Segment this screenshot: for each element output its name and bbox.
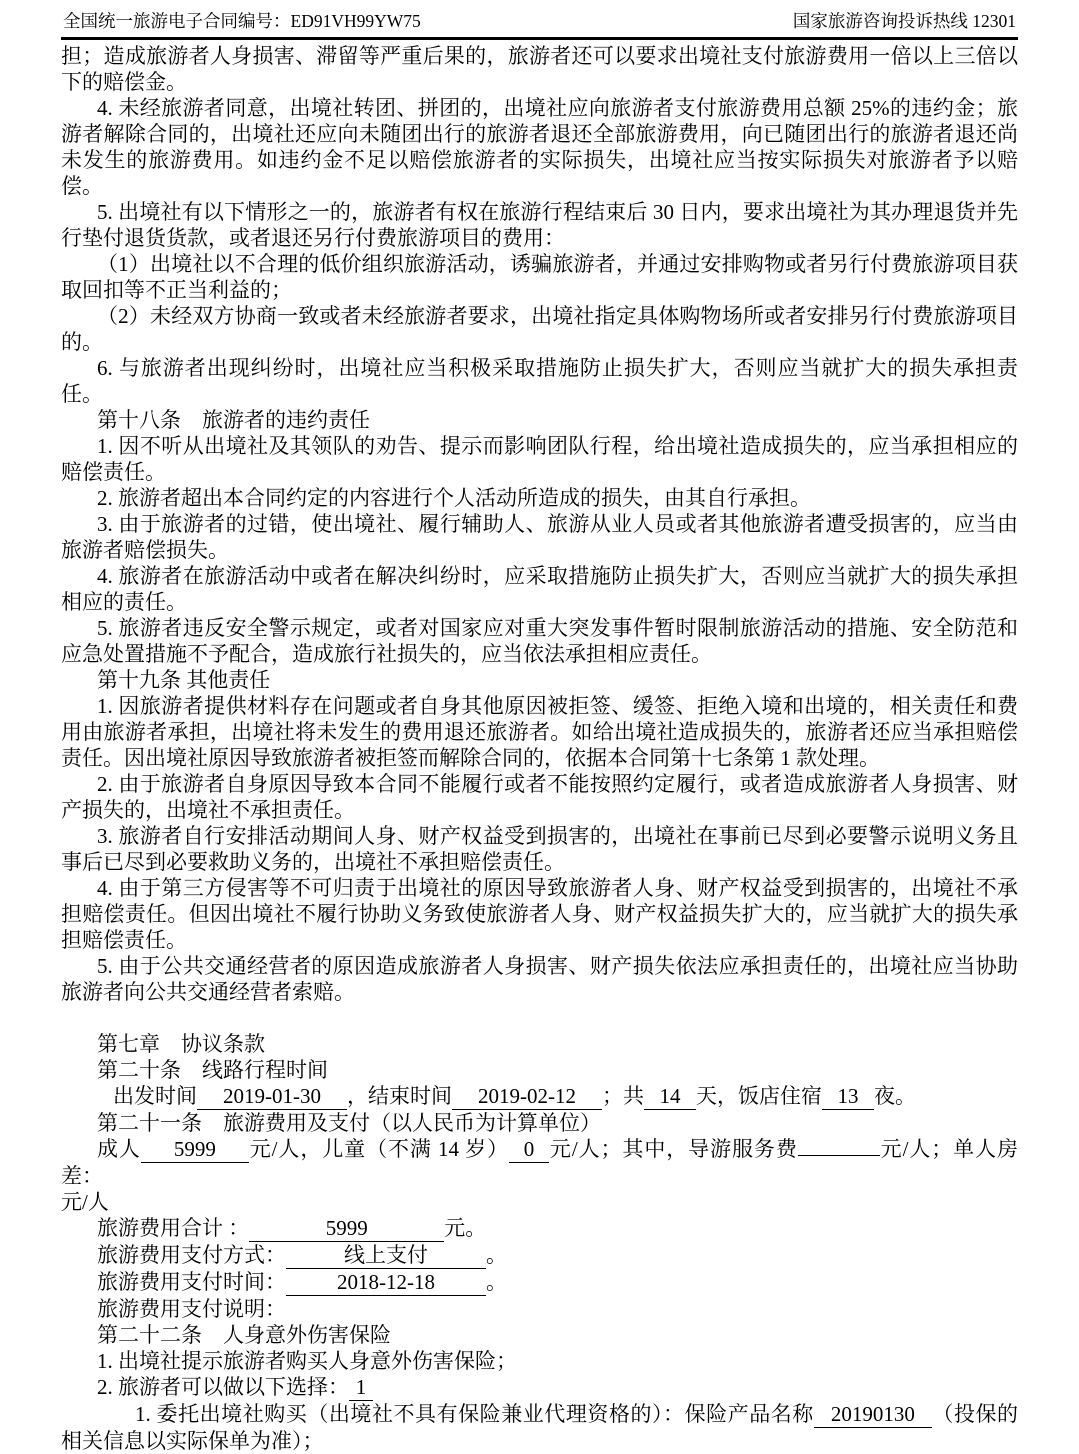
text-run: （1）出境社以不合理的低价组织旅游活动，诱骗旅游者，并通过安排购物或者另行付费旅游项目获取回扣等不正当利益的； — [61, 252, 1018, 302]
document-body — [61, 43, 1018, 1454]
page-header — [61, 8, 1018, 37]
text-run: 2. 旅游者超出本合同约定的内容进行个人活动所造成的损失，由其自行承担。 — [97, 486, 811, 510]
text-run: 2. 由于旅游者自身原因导致本合同不能履行或者不能按照约定履行，或者造成旅游者人身损害、财产损失的，出境社不承担责任。 — [61, 772, 1018, 822]
text-run: 5. 由于公共交通经营者的原因造成旅游者人身损害、财产损失依法应承担责任的，出境社应当协助旅游者向公共交通经营者索赔。 — [61, 954, 1018, 1004]
form-line — [61, 1215, 1018, 1242]
text-run: 5. 出境社有以下情形之一的，旅游者有权在旅游行程结束后 30 日内，要求出境社为其办理退货并先行垫付退货货款，或者退还另行付费旅游项目的费用： — [61, 200, 1018, 250]
underlined-value: 1 — [349, 1374, 373, 1401]
text-run: （投保的相关信息以实际保单为准）； — [61, 1402, 1019, 1453]
underlined-value: 13 — [822, 1083, 874, 1110]
text-run: 旅游费用支付方式： — [97, 1243, 286, 1267]
text-run: 1. 出境社提示旅游者购买人身意外伤害保险； — [97, 1349, 517, 1373]
paragraph — [61, 433, 1018, 485]
underlined-value: 5999 — [141, 1136, 249, 1163]
paragraph — [61, 693, 1018, 771]
form-line — [61, 1242, 1018, 1269]
text-run: 元。 — [444, 1216, 487, 1240]
paragraph — [61, 823, 1018, 875]
text-run: 第七章 协议条款 — [97, 1032, 265, 1056]
text-run: 第十八条 旅游者的违约责任 — [97, 408, 370, 432]
text-run: 第十九条 其他责任 — [97, 668, 271, 692]
underlined-value: 0 — [509, 1136, 549, 1163]
text-run: 。 — [486, 1270, 507, 1294]
underlined-value: 线上支付 — [286, 1242, 486, 1269]
paragraph — [61, 95, 1018, 199]
paragraph — [61, 1348, 1018, 1374]
section-heading — [61, 1057, 1018, 1083]
hotline: 国家旅游咨询投诉热线 12301 — [792, 11, 1016, 31]
text-run: 3. 旅游者自行安排活动期间人身、财产权益受到损害的，出境社在事前已尽到必要警示说明义务且事后已尽到必要救助义务的，出境社不承担赔偿责任。 — [61, 824, 1018, 874]
text-run: 夜。 — [874, 1084, 916, 1108]
paragraph — [61, 953, 1018, 1005]
underlined-value: 2019-01-30 — [197, 1083, 347, 1110]
text-run: 元/人，儿童（不满 14 岁） — [248, 1137, 509, 1161]
underlined-value: 5999 — [249, 1215, 444, 1242]
paragraph — [61, 563, 1018, 615]
paragraph — [61, 771, 1018, 823]
blank-line — [61, 1005, 1018, 1031]
paragraph — [61, 511, 1018, 563]
form-line — [61, 1296, 1018, 1322]
section-heading — [61, 667, 1018, 693]
text-run: 出发时间 — [113, 1084, 197, 1108]
paragraph — [61, 875, 1018, 953]
form-line — [61, 1401, 1018, 1454]
contract-number: 全国统一旅游电子合同编号：ED91VH99YW75 — [63, 11, 421, 31]
text-run: 1. 因旅游者提供材料存在问题或者自身其他原因被拒签、缓签、拒绝入境和出境的，相关责任和费用由旅游者承担，出境社将未发生的费用退还旅游者。如给出境社造成损失的，旅游者还应当承担赔偿责任。因出境社原因导致旅游者被拒签而解除合同的，依据本合同第十七条第 1 款处理。 — [61, 694, 1018, 770]
text-run: 3. 由于旅游者的过错，使出境社、履行辅助人、旅游从业人员或者其他旅游者遭受损害的，应当由旅游者赔偿损失。 — [61, 512, 1018, 562]
text-run: 5. 旅游者违反安全警示规定，或者对国家应对重大突发事件暂时限制旅游活动的措施、安全防范和应急处置措施不予配合，造成旅行社损失的，应当依法承担相应责任。 — [61, 616, 1018, 666]
text-run: 4. 由于第三方侵害等不可归责于出境社的原因导致旅游者人身、财产权益受到损害的，出境社不承担赔偿责任。但因出境社不履行协助义务致使旅游者人身、财产权益损失扩大的，应当就扩大的损失承担赔偿责任。 — [61, 876, 1018, 952]
text-run: 成人 — [97, 1137, 141, 1161]
text-run: （2）未经双方协商一致或者未经旅游者要求，出境社指定具体购物场所或者安排另行付费旅游项目的。 — [61, 304, 1018, 354]
section-heading — [61, 1110, 1018, 1136]
underlined-value: 2018-12-18 — [286, 1269, 486, 1296]
blank-field — [798, 1155, 880, 1156]
form-line — [61, 1374, 1018, 1401]
text-run: 1. 因不听从出境社及其领队的劝告、提示而影响团队行程，给出境社造成损失的，应当承担相应的赔偿责任。 — [61, 434, 1018, 484]
text-run: 1. 委托出境社购买（出境社不具有保险兼业代理资格的）：保险产品名称 — [135, 1402, 814, 1426]
text-run: 担；造成旅游者人身损害、滞留等严重后果的，旅游者还可以要求出境社支付旅游费用一倍以上三倍以下的赔偿金。 — [61, 44, 1018, 94]
paragraph — [61, 43, 1018, 95]
text-run: 第二十条 线路行程时间 — [97, 1058, 328, 1082]
paragraph — [61, 485, 1018, 511]
header-divider — [61, 37, 1018, 40]
underlined-value: 14 — [644, 1083, 696, 1110]
paragraph — [61, 251, 1018, 303]
underlined-value: 20190130 — [814, 1401, 932, 1428]
form-line — [61, 1083, 1018, 1110]
paragraph — [61, 303, 1018, 355]
section-heading — [61, 1322, 1018, 1348]
form-line — [61, 1269, 1018, 1296]
chapter-heading — [61, 1031, 1018, 1057]
text-run: 旅游费用支付时间： — [97, 1270, 286, 1294]
text-run: 第二十二条 人身意外伤害保险 — [97, 1323, 391, 1347]
paragraph — [61, 615, 1018, 667]
form-line — [61, 1136, 1018, 1189]
text-run: 4. 旅游者在旅游活动中或者在解决纠纷时，应采取措施防止损失扩大，否则应当就扩大的损失承担相应的责任。 — [61, 564, 1018, 614]
text-run: ，结束时间 — [347, 1084, 452, 1108]
text-run: 。 — [486, 1243, 507, 1267]
section-heading — [61, 407, 1018, 433]
text-run: 6. 与旅游者出现纠纷时，出境社应当积极采取措施防止损失扩大，否则应当就扩大的损失承担责任。 — [61, 356, 1018, 406]
underlined-value: 2019-02-12 — [452, 1083, 602, 1110]
text-run: 天，饭店住宿 — [696, 1084, 822, 1108]
text-run: 元/人 — [61, 1190, 109, 1214]
text-run: 元/人；其中，导游服务费 — [549, 1137, 798, 1161]
text-run: 2. 旅游者可以做以下选择： — [97, 1375, 349, 1399]
text-run: 旅游费用支付说明： — [97, 1297, 286, 1321]
text-run: 4. 未经旅游者同意，出境社转团、拼团的，出境社应向旅游者支付旅游费用总额 25%的违约金；旅游者解除合同的，出境社还应向未随团出行的旅游者退还全部旅游费用，向已随团出行的旅游者退还尚未发生的旅游费用。如违约金不足以赔偿旅游者的实际损失，出境社应当按实际损失对旅游者予以赔偿。 — [61, 96, 1018, 198]
paragraph — [61, 199, 1018, 251]
text-run: 元/人；单人房差： — [61, 1137, 1018, 1188]
text-run: 旅游费用合计 ： — [97, 1216, 250, 1240]
paragraph — [61, 355, 1018, 407]
text-run: ；共 — [602, 1084, 644, 1108]
text-run: 第二十一条 旅游费用及支付（以人民币为计算单位） — [97, 1111, 601, 1135]
form-line — [61, 1189, 1018, 1215]
